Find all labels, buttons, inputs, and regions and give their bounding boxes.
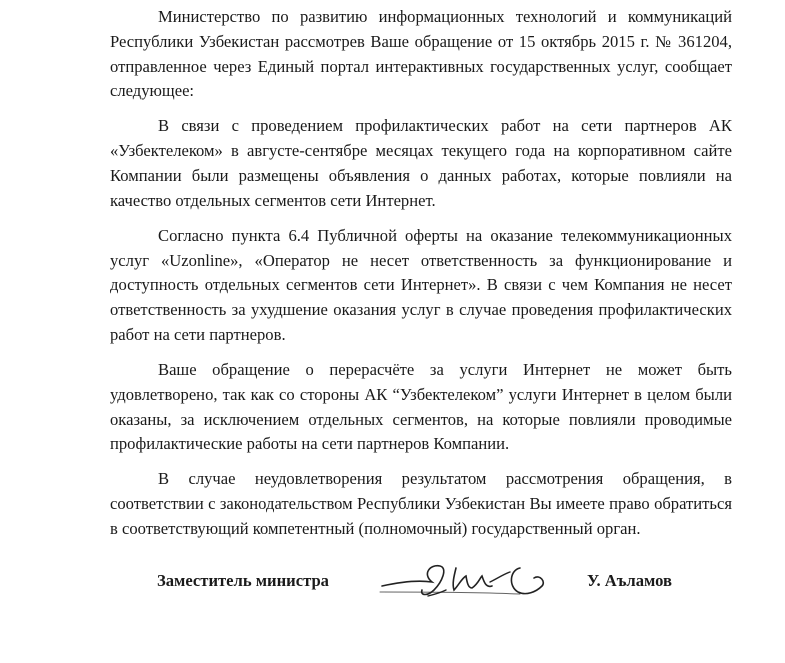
signature-block <box>0 552 785 622</box>
paragraph-intro: Министерство по развитию информационных технологий и коммуникаций Республики Узбекистан рассмотрев Ваше обращение от 15 октябрь 2015 г. № 361204, отправленное через Единый портал интерактивных государственных услуг, сообщает следующее: <box>110 7 732 101</box>
paragraph-maintenance: В связи с проведением профилактических работ на сети партнеров АК «Узбектелеком» в августе-сентябре месяцах текущего года на корпоративном сайте Компании были размещены объявления о данных работах, которые повлияли на качество отдельных сегментов сети Интернет. <box>110 116 732 210</box>
signatory-title: Заместитель министра <box>157 571 329 590</box>
paragraph-refund-denied: Ваше обращение о перерасчёте за услуги Интернет не может быть удовлетворено, так как со стороны АК “Узбектелеком” услуги Интернет в целом были оказаны, за исключением отдельных сегментов, на которые повлияли проводимые профилактические работы на сети партнеров Компании. <box>110 359 732 454</box>
paragraph-appeal-right: В случае неудовлетворения результатом рассмотрения обращения, в соответствии с законодательством Республики Узбекистан Вы имеете право обратиться в соответствующий компетентный (полномочный) государственный орган. <box>110 469 732 538</box>
letter-body <box>110 5 732 552</box>
paragraph-offer-clause: Согласно пункта 6.4 Публичной оферты на оказание телекоммуникационных услуг «Uzonline», «Оператор не несет ответственность за функционирование и доступность отдельных сегментов сети Интернет». В связи с чем Компания не несет ответственность за ухудшение оказания услуг в случае проведения профилактических работ на сети партнеров. <box>110 225 732 344</box>
handwritten-signature-icon <box>370 552 560 612</box>
signatory-name: У. Аъламов <box>587 571 672 590</box>
